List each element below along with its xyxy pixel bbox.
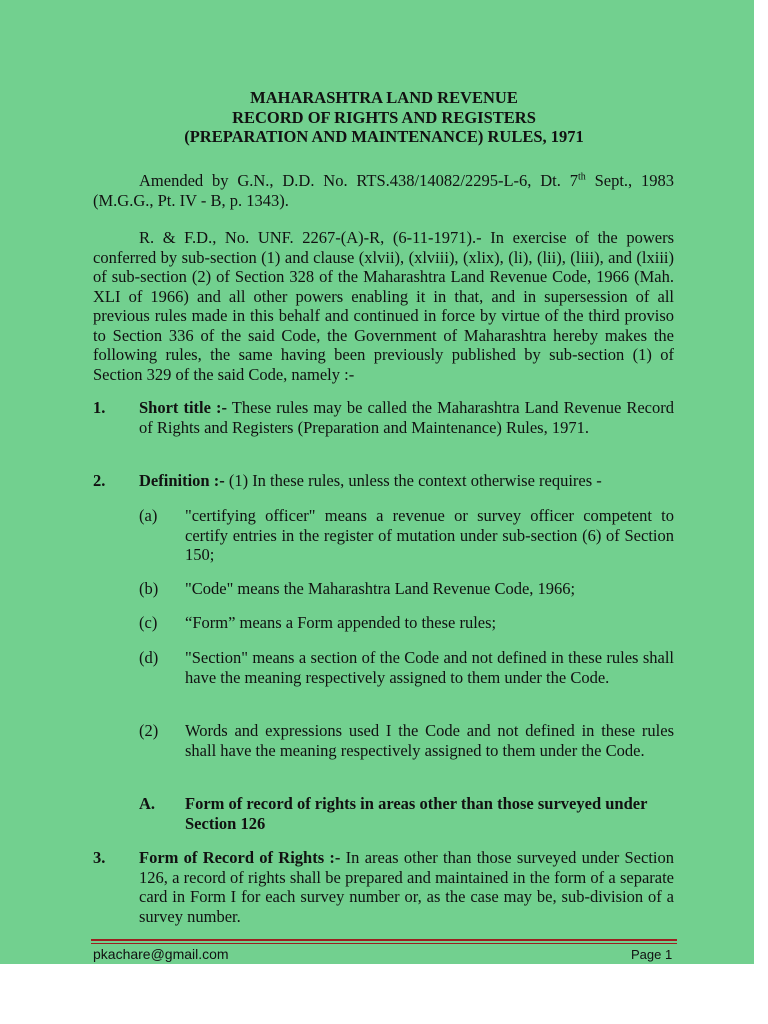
definition-text: Words and expressions used I the Code and not defined in these rules shall have the meaning respectively assigned to them under the Code. — [185, 721, 674, 760]
rule-heading: Form of Record of Rights :- — [139, 848, 341, 867]
definition-item — [139, 579, 674, 599]
amendment-text-rest: Sept., 1983 (M.G.G., Pt. IV - B, p. 1343). — [93, 171, 674, 210]
part-heading-text: Form of record of rights in areas other than those surveyed under Section 126 — [185, 794, 648, 833]
footer-divider-thin — [91, 943, 677, 944]
definition-text: "certifying officer" means a revenue or survey officer competent to certify entries in the register of mutation under sub-section (6) of Section 150; — [185, 506, 674, 564]
amendment-superscript: th — [577, 171, 586, 183]
definition-item — [139, 721, 674, 760]
definition-item — [139, 613, 674, 633]
document-title — [0, 88, 768, 147]
definition-text: "Section" means a section of the Code and not defined in these rules shall have the meaning respectively assigned to them under the Code. — [185, 648, 674, 687]
definition-label: (2) — [139, 721, 159, 740]
rule-number: 3. — [93, 848, 106, 867]
definition-text: “Form” means a Form appended to these rules; — [185, 613, 497, 632]
rule-2 — [93, 471, 674, 491]
definition-item — [139, 506, 674, 565]
rule-3 — [93, 848, 674, 926]
title-line-1: MAHARASHTRA LAND REVENUE — [250, 88, 518, 107]
rule-heading: Short title :- — [139, 398, 228, 417]
footer-divider — [91, 939, 677, 941]
definition-label: (b) — [139, 579, 159, 598]
rule-text: (1) In these rules, unless the context otherwise requires - — [224, 471, 602, 490]
part-heading — [139, 794, 674, 833]
rule-number: 1. — [93, 398, 106, 417]
amendment-note — [93, 171, 674, 210]
page-number: Page 1 — [631, 947, 673, 962]
amendment-text: Amended by G.N., D.D. No. RTS.438/14082/2295-L-6, Dt. 7 — [139, 171, 578, 190]
rule-heading: Definition :- — [139, 471, 225, 490]
rule-number: 2. — [93, 471, 106, 490]
preamble-paragraph: R. & F.D., No. UNF. 2267-(A)-R, (6-11-1971).- In exercise of the powers conferred by sub-section (1) and clause (xlvii), (xlviii), (xlix), (li), (lii), (liii), and (lxiii) of sub-section (2) of Section 328 of the Maharashtra Land Revenue Code, 1966 (Mah. XLI of 1966) and all other powers enabling it in that, and in supersession of all previous rules made in this behalf and continued in force by virtue of the third proviso to Section 336 of the said Code, the Government of Maharashtra hereby makes the following rules, the same having been previously published by sub-section (1) of Section 329 of the said Code, namely :- — [93, 228, 674, 384]
definition-label: (d) — [139, 648, 159, 667]
rule-text: These rules may be called the Maharashtra Land Revenue Record of Rights and Registers (Preparation and Maintenance) Rules, 1971. — [139, 398, 674, 437]
definition-item — [139, 648, 674, 687]
title-line-3: (PREPARATION AND MAINTENANCE) RULES, 1971 — [184, 127, 584, 146]
rule-text: In areas other than those surveyed under Section 126, a record of rights shall be prepared and maintained in the form of a separate card in Form I for each survey number or, as the case may be, sub-division of a survey number. — [139, 848, 674, 926]
rule-1 — [93, 398, 674, 437]
definition-text: "Code" means the Maharashtra Land Revenue Code, 1966; — [185, 579, 576, 598]
part-heading-label: A. — [139, 794, 156, 813]
title-line-2: RECORD OF RIGHTS AND REGISTERS — [232, 107, 536, 127]
definition-label: (a) — [139, 506, 158, 525]
definition-label: (c) — [139, 613, 158, 632]
footer-email: pkachare@gmail.com — [93, 946, 229, 962]
